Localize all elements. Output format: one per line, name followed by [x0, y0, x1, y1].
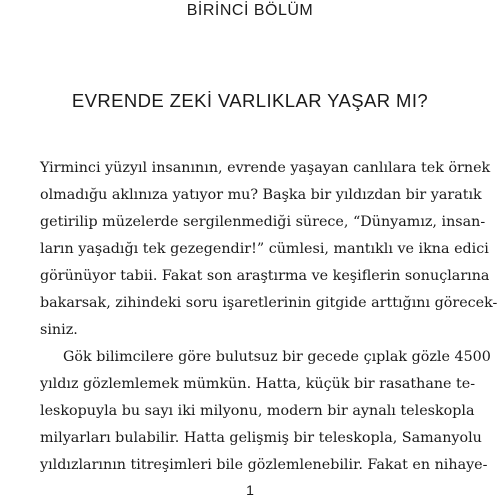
text-line: milyarları bulabilir. Hatta gelişmiş bir teleskopla, Samanyolu	[40, 430, 482, 446]
text-line: getirilip müzelerde sergilenmediği sürece, “Dünyamız, insan-	[40, 214, 486, 230]
text-line: bakarsak, zihindeki soru işaretlerinin gitgide arttığını görecek-	[40, 295, 498, 311]
chapter-label: BİRİNCİ BÖLÜM	[186, 2, 314, 19]
paragraph	[40, 155, 498, 344]
text-line: olmadığu aklınıza yatıyor mu? Başka bir yıldızdan bir yaratık	[40, 187, 482, 203]
page-number: 1	[246, 482, 254, 498]
text-line: yıldız gözlemlemek mümkün. Hatta, küçük bir rasathane te-	[40, 376, 476, 392]
text-line: görünüyor tabii. Fakat son araştırma ve keşiflerin sonuçlarına	[40, 268, 490, 284]
chapter-title: EVRENDE ZEKİ VARLIKLAR YAŞAR MI?	[71, 90, 429, 111]
body-text	[40, 155, 498, 479]
text-line: siniz.	[40, 322, 78, 338]
paragraph	[40, 344, 491, 479]
text-line: Yirminci yüzyıl insanının, evrende yaşayan canlılara tek örnek	[40, 160, 491, 176]
text-line: Gök bilimcilere göre bulutsuz bir gecede çıplak gözle 4500	[63, 349, 491, 365]
text-line: ların yaşadığı tek gezegendir!” cümlesi, mantıklı ve ikna edici	[40, 241, 489, 257]
text-line: leskopuyla bu sayı iki milyonu, modern bir aynalı teleskopla	[40, 403, 475, 419]
text-line: yıldızlarının titreşimleri bile gözlemlenebilir. Fakat en nihaye-	[40, 457, 488, 473]
